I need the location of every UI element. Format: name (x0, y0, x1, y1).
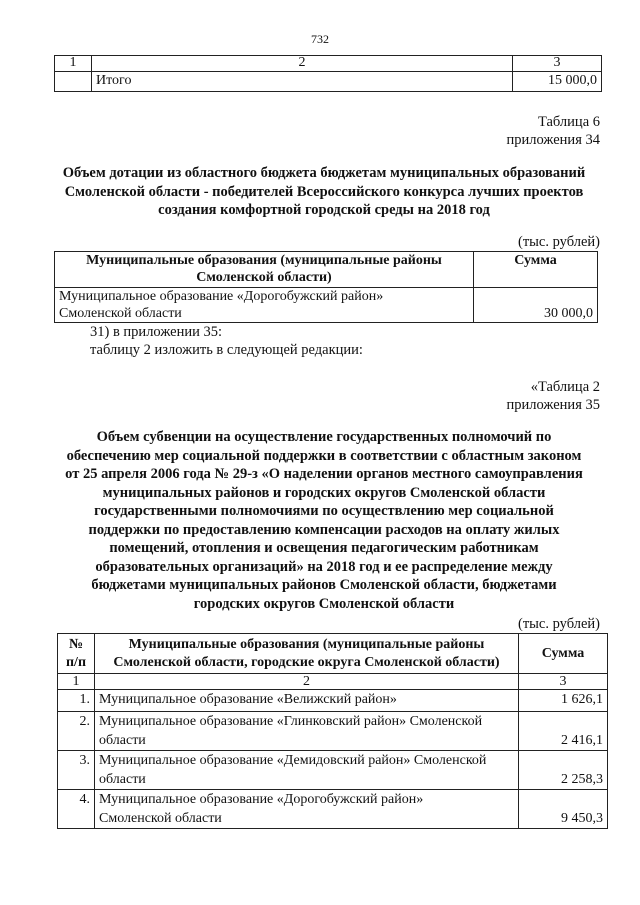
page-number: 732 (311, 32, 329, 46)
column-number: 2 (95, 674, 519, 690)
table-row (58, 690, 608, 712)
total-label: Итого (92, 72, 513, 92)
sum-cell: 9 450,3 (519, 790, 608, 829)
row-number: 1. (58, 690, 95, 712)
column-header-sum: Сумма (474, 252, 598, 288)
column-number: 3 (513, 56, 602, 72)
table-header (58, 634, 608, 674)
table-title: Объем субвенции на осуществление государственных полномочий по обеспечению мер социальной поддержки в соответствии с областным законом от 25 апреля 2006 года № 29-з «О наделении органов местного самоуправления муниципальных районов и городских округов Смоленской области государственными полномочиями по осуществлению мер социальной поддержки по предоставлению компенсации расходов на оплату жилых помещений, отопления и освещения педагогическим работникам образовательных организаций» на 2018 год и ее распределение между бюджетами муниципальных районов Смоленской области, бюджетами городских округов Смоленской области (65, 429, 583, 612)
row-number: 3. (58, 751, 95, 790)
table-row (58, 790, 608, 829)
data-table (54, 251, 598, 323)
column-header-municipality: Муниципальные образования (муниципальные районы Смоленской области) (55, 252, 474, 288)
row-number: 2. (58, 712, 95, 751)
sum-cell: 1 626,1 (519, 690, 608, 712)
column-header-number: № п/п (58, 634, 95, 674)
table-row (55, 56, 602, 72)
municipality-cell: Муниципальное образование «Демидовский район» Смоленской области (95, 751, 519, 790)
total-value: 15 000,0 (513, 72, 602, 92)
table-row (55, 288, 598, 323)
municipality-cell: Муниципальное образование «Дорогобужский район» Смоленской области (55, 288, 474, 323)
column-number: 1 (58, 674, 95, 690)
unit-label: (тыс. рублей) (518, 234, 600, 250)
column-header-sum: Сумма (519, 634, 608, 674)
column-number: 1 (55, 56, 92, 72)
municipality-cell: Муниципальное образование «Велижский район» (95, 690, 519, 712)
table-label: «Таблица 2 приложения 35 (506, 379, 600, 413)
municipality-cell: Муниципальное образование «Дорогобужский район» Смоленской области (95, 790, 519, 829)
table-row (58, 674, 608, 690)
sum-cell: 2 258,3 (519, 751, 608, 790)
table-header (55, 252, 598, 288)
paragraph: 31) в приложении 35: таблицу 2 изложить в следующей редакции: (90, 324, 363, 358)
sum-cell: 30 000,0 (474, 288, 598, 323)
municipality-cell: Муниципальное образование «Глинковский район» Смоленской области (95, 712, 519, 751)
table-row (58, 712, 608, 751)
row-number: 4. (58, 790, 95, 829)
column-header-municipality: Муниципальные образования (муниципальные районы Смоленской области, городские округа Смоленской области) (95, 634, 519, 674)
top-table (54, 55, 602, 92)
table-label: Таблица 6 приложения 34 (506, 114, 600, 148)
data-table (57, 633, 608, 829)
column-number: 3 (519, 674, 608, 690)
table-title: Объем дотации из областного бюджета бюджетам муниципальных образований Смоленской области - победителей Всероссийского конкурса лучших проектов создания комфортной городской среды на 2018 год (62, 165, 586, 218)
table-row (58, 751, 608, 790)
column-number: 2 (92, 56, 513, 72)
table-row (55, 72, 602, 92)
unit-label: (тыс. рублей) (518, 616, 600, 632)
sum-cell: 2 416,1 (519, 712, 608, 751)
